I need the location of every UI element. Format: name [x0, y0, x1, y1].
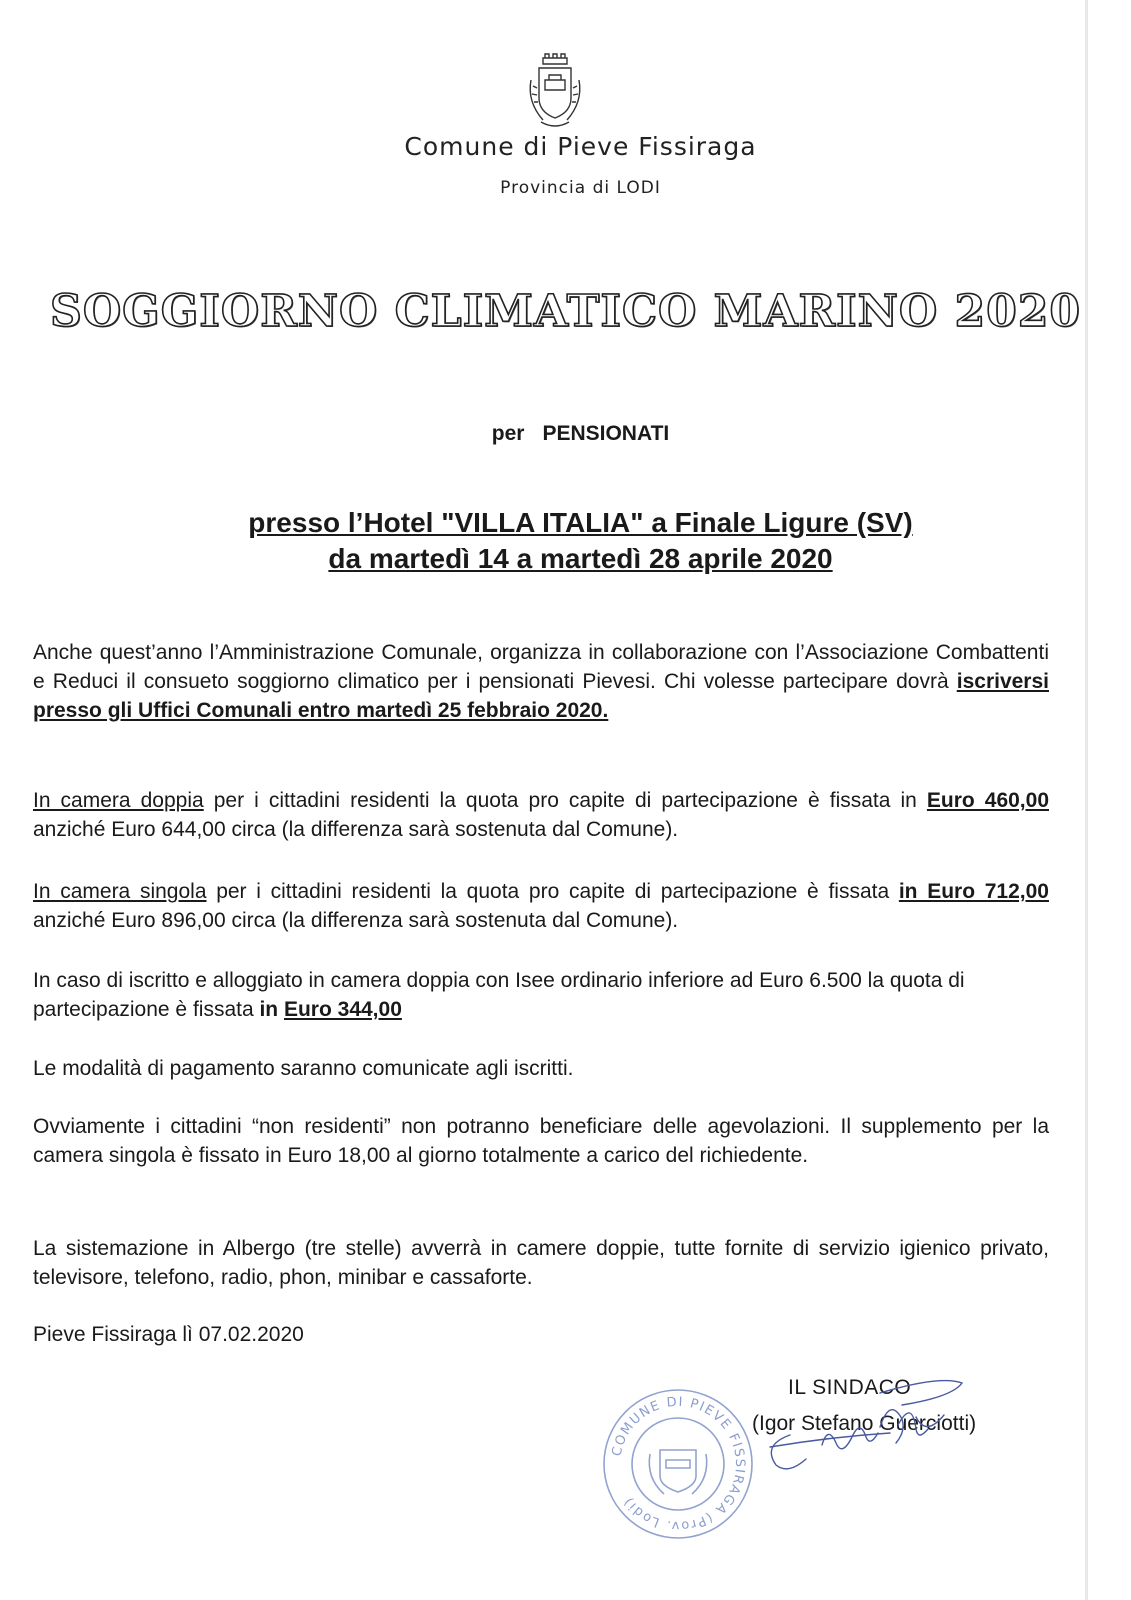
municipal-crest-icon: [523, 50, 587, 134]
registration-deadline: iscriversi presso gli Uffici Comunali entro martedì 25 febbraio 2020.: [33, 670, 1049, 722]
paragraph-payment: Le modalità di pagamento saranno comunicate agli iscritti.: [33, 1057, 574, 1080]
dates-line: da martedì 14 a martedì 28 aprile 2020: [328, 543, 833, 574]
single-room-text: per i cittadini residenti la quota pro capite di partecipazione è fissata: [206, 880, 899, 903]
paragraph-intro: [33, 638, 1049, 725]
intro-text: Anche quest’anno l’Amministrazione Comunale, organizza in collaborazione con l’Associazione Combattenti e Reduci il consueto soggiorno climatico per i pensionati Pievesi. Chi volesse partecipare dovrà: [33, 641, 1049, 693]
paragraph-accommodation: La sistemazione in Albergo (tre stelle) avverrà in camere doppie, tutte fornite di servizio igienico privato, televisore, telefono, radio, phon, minibar e cassaforte.: [33, 1237, 1049, 1289]
double-room-label: In camera doppia: [33, 789, 204, 812]
place-date: Pieve Fissiraga lì 07.02.2020: [33, 1323, 304, 1346]
paragraph-single-room: [33, 877, 1049, 935]
single-room-price: in Euro 712,00: [898, 880, 1049, 903]
isee-text: In caso di iscritto e alloggiato in camera doppia con Isee ordinario inferiore ad Euro 6.500 la quota di partecipazione è fissata: [33, 969, 965, 1021]
single-room-tail: anziché Euro 896,00 circa (la differenza sarà sostenuta dal Comune).: [33, 909, 679, 932]
isee-in: in: [259, 998, 284, 1021]
hotel-heading: [0, 505, 1131, 577]
paragraph-non-residents: Ovviamente i cittadini “non residenti” non potranno beneficiare delle agevolazioni. Il supplemento per la camera singola è fissato in Euro 18,00 al giorno totalmente a carico del richiedente.: [33, 1115, 1049, 1167]
signatory-role: IL SINDACO: [788, 1376, 912, 1399]
document-title: SOGGIORNO CLIMATICO MARINO 2020: [50, 286, 1081, 337]
double-room-tail: anziché Euro 644,00 circa (la differenza sarà sostenuta dal Comune).: [33, 818, 679, 841]
handwritten-signature: [730, 1365, 990, 1495]
paragraph-isee: [33, 966, 1049, 1024]
single-room-label: In camera singola: [33, 880, 207, 903]
subtitle-per: per: [491, 422, 525, 445]
paragraph-double-room: [33, 786, 1049, 844]
double-room-text: per i cittadini residenti la quota pro capite di partecipazione è fissata in: [203, 789, 927, 812]
municipality-name: Comune di Pieve Fissiraga: [404, 132, 757, 161]
scan-edge: [1085, 0, 1088, 1600]
signatory-name: (Igor Stefano Guerciotti): [752, 1412, 977, 1435]
isee-price: Euro 344,00: [283, 998, 402, 1021]
stamp-text: COMUNE DI PIEVE FISSIRAGA (Prov. Lodi): [609, 1394, 748, 1534]
subtitle: [0, 422, 1131, 446]
province-name: Provincia di LODI: [500, 178, 661, 198]
hotel-line: presso l’Hotel "VILLA ITALIA" a Finale Ligure (SV): [248, 507, 913, 538]
subtitle-target: PENSIONATI: [542, 422, 670, 445]
double-room-price: Euro 460,00: [926, 789, 1050, 812]
